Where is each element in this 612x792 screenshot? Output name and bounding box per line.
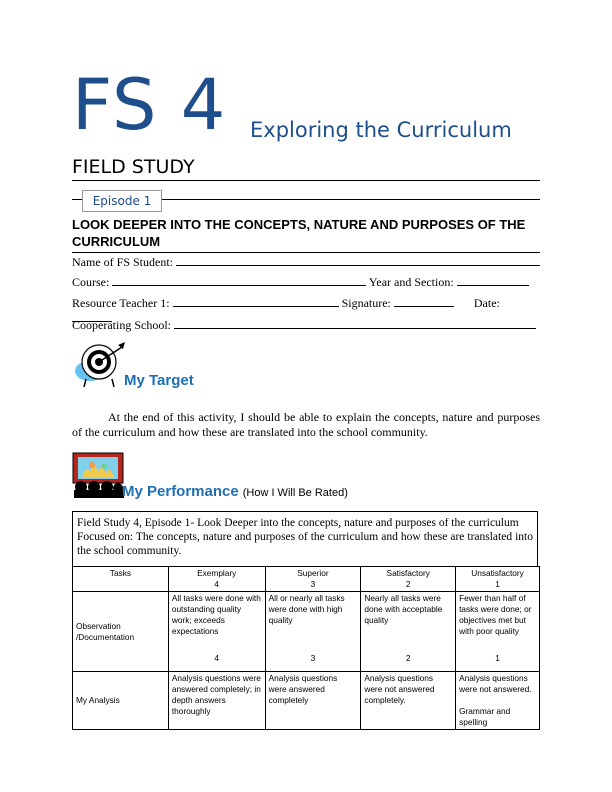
rubric-description-line2: Focused on: The concepts, nature and purposes of the curriculum and how these are translated into the school community.	[77, 531, 533, 557]
table-header-row	[73, 567, 540, 592]
column-header: Satisfactory 2	[361, 567, 456, 592]
name-field[interactable]	[176, 255, 540, 266]
my-target-title: My Target	[124, 372, 194, 389]
school-label: Cooperating School:	[72, 318, 171, 332]
school-field[interactable]	[174, 318, 536, 329]
field-study-label: FIELD STUDY	[72, 156, 195, 178]
task-cell: Observation /Documentation	[73, 592, 169, 672]
teacher-label: Resource Teacher 1:	[72, 296, 170, 310]
divider	[72, 180, 540, 181]
rubric-description	[72, 511, 538, 567]
name-label: Name of FS Student:	[72, 255, 173, 269]
table-cell: All tasks were done with outstanding quality work; exceeds expectations 4	[168, 592, 265, 672]
signature-label: Signature:	[341, 296, 391, 310]
audience-icon	[72, 452, 124, 498]
column-header: Unsatisfactory 1	[456, 567, 540, 592]
table-cell: Nearly all tasks were done with acceptable quality 2	[361, 592, 456, 672]
target-text: At the end of this activity, I should be able to explain the concepts, nature and purposes of the curriculum and how these are translated into the school community.	[72, 410, 540, 439]
teacher-field[interactable]	[173, 296, 339, 307]
my-performance-heading	[122, 483, 348, 501]
table-cell: Fewer than half of tasks were done; or objectives met but with poor quality 1	[456, 592, 540, 672]
table-cell: Analysis questions were answered completely	[265, 672, 361, 730]
big-title: FS 4	[72, 64, 227, 146]
episode-tab: Episode 1	[82, 190, 162, 212]
year-field[interactable]	[457, 275, 529, 286]
signature-field[interactable]	[394, 296, 454, 307]
rubric-description-line1: Field Study 4, Episode 1- Look Deeper into the concepts, nature and purposes of the curriculum	[77, 517, 519, 529]
course-field[interactable]	[112, 275, 366, 286]
subtitle: Exploring the Curriculum	[250, 118, 512, 142]
table-cell: Analysis questions were not answered completely.	[361, 672, 456, 730]
date-label: Date:	[473, 296, 500, 310]
student-name-row	[72, 255, 542, 270]
table-row	[73, 672, 540, 730]
column-header: Tasks	[73, 567, 169, 592]
course-label: Course:	[72, 275, 110, 289]
my-performance-title: My Performance	[122, 483, 239, 500]
table-row	[73, 592, 540, 672]
table-cell: All or nearly all tasks were done with high quality 3	[265, 592, 361, 672]
column-header: Superior 3	[265, 567, 361, 592]
lesson-title: LOOK DEEPER INTO THE CONCEPTS, NATURE AND PURPOSES OF THE CURRICULUM	[72, 217, 526, 249]
column-header: Exemplary 4	[168, 567, 265, 592]
table-cell: Analysis questions were answered completely; in depth answers thoroughly	[168, 672, 265, 730]
task-cell: My Analysis	[73, 672, 169, 730]
my-performance-subtitle: (How I Will Be Rated)	[242, 487, 348, 499]
target-icon	[72, 341, 126, 387]
school-row	[72, 318, 542, 333]
year-label: Year and Section:	[368, 275, 454, 289]
rubric-table	[72, 566, 540, 730]
divider	[72, 252, 540, 253]
course-row	[72, 275, 542, 290]
table-cell: Analysis questions were not answered. Grammar and spelling	[456, 672, 540, 730]
